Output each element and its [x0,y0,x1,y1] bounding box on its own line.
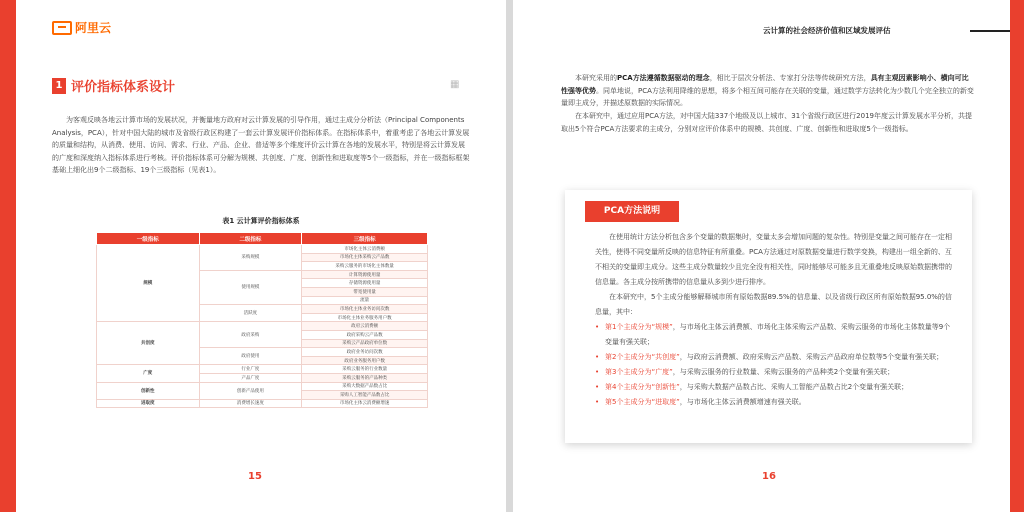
level3-cell: 市场化主体云消费额 [302,245,428,254]
component-item: • 第2个主成分为“共创度”，与政府云消费额、政府采购云产品数、采购云产品政府单位数等5个变量有强关联； [595,350,955,365]
level3-cell: 政府采购云产品数 [302,330,428,339]
level1-cell: 广度 [97,365,200,382]
level3-cell: 政府业务服务用户数 [302,356,428,365]
aliyun-logo-icon [52,21,72,35]
grid-decoration-icon: ▦ [450,79,460,90]
table-row [97,399,428,408]
level3-cell: 政府业务访问次数 [302,348,428,357]
component-item: • 第4个主成分为“创新性”，与采购大数据产品数占比、采购人工智能产品数占比2个变量有强关联； [595,380,955,395]
level2-cell: 行业广度 [199,365,302,374]
section-title: 评价指标体系设计 [71,80,176,95]
level3-cell: 采购人工智能产品数占比 [302,391,428,400]
aliyun-logo [52,19,111,36]
table-header-row [97,233,428,245]
page-number-right: 16 [762,471,776,482]
pca-explanation-card [565,190,972,443]
level2-cell: 政府使用 [199,348,302,365]
level3-cell: 采购大数据产品数占比 [302,382,428,391]
method-paragraph: 本研究采用的PCA方法遵循数据驱动的理念，相比于层次分析法、专家打分法等传统研究方法，具有主观因素影响小、横向可比性强等优势。同单地说，PCA方法利用降维的思想，将多个相互间可能存在关联的变量，通过数学方法转化为少数几个完全独立的新变量即主成分，并描述原数据的实际情况。 [561,74,974,108]
section-number: 1 [52,78,66,94]
level1-cell: 共创度 [97,322,200,365]
level2-cell: 产品广度 [199,373,302,382]
level2-cell: 活跃度 [199,305,302,322]
right-body [561,72,975,136]
card-paragraph-2: 在本研究中，5个主成分能够解释城市所有原始数据89.5%的信息量、以及省级行政区所有原始数据95.0%的信息量，其中： [595,293,952,316]
table-row [97,365,428,374]
table-row [97,382,428,391]
level1-cell: 进取度 [97,399,200,408]
level3-cell: 采购云服务的产品种类 [302,373,428,382]
level3-cell: 市场化主体业务服务用户数 [302,313,428,322]
section-heading [52,76,175,95]
level1-cell: 创新性 [97,382,200,399]
card-body [595,230,955,410]
left-edge-strip [0,0,16,512]
level2-cell: 政府采购 [199,322,302,348]
table-row [97,245,428,254]
level3-cell: 计算资源使用量 [302,270,428,279]
level3-cell: 市场化主体采购云产品数 [302,253,428,262]
right-edge-strip [1010,0,1024,512]
card-paragraph-1: 在使用统计方法分析包含多个变量的数据集时，变量太多会增加问题的复杂性。特别是变量之间可能存在一定相关性，使得不同变量所反映的信息特征有所重叠。PCA方法通过对原数据变量进行数学变换，构建出一组全新的、互不相关的变量即主成分。这些主成分数量较少且完全没有相关性，同时能够尽可能多且无重叠地反映原始数据携带的信息量。各主成分按所携带的信息量从多到少进行排序。 [595,233,952,286]
level3-cell: 流量 [302,296,428,305]
left-page [16,0,506,512]
level3-cell: 存储资源使用量 [302,279,428,288]
card-title: PCA方法说明 [585,201,679,222]
component-item: • 第5个主成分为“进取度”，与市场化主体云消费额增速有强关联。 [595,395,955,410]
logo-text: 阿里云 [75,21,112,35]
header-level2: 二级指标 [199,233,302,245]
component-item: • 第3个主成分为“广度”，与采购云服务的行业数量、采购云服务的产品种类2个变量有强关联； [595,365,955,380]
page-number-left: 15 [248,471,262,482]
level3-cell: 带宽使用量 [302,287,428,296]
level3-cell: 市场化主体业务访问次数 [302,305,428,314]
level3-cell: 采购云产品政府单位数 [302,339,428,348]
header-level1: 一级指标 [97,233,200,245]
level2-cell: 创新产品使用 [199,382,302,399]
level1-cell: 规模 [97,245,200,322]
level2-cell: 采购规模 [199,245,302,271]
indicator-table [96,232,428,408]
table-row [97,322,428,331]
level2-cell: 消费增长速度 [199,399,302,408]
intro-paragraph: 为客观反映各地云计算市场的发展状况，并衡量地方政府对云计算发展的引导作用，通过主成分分析法（Principal Components Analysis，PCA），针对中国大陆的城市及省级行政区构建了一套云计算发展评价指标体系。在指标体系中，着重考虑了各地云计算发展的质量和结构，从消费、使用、访问、需求、行业、产品、企业、普适等多个维度评价云计算在各地的发展水平，特别是将云计算发展的广度和深度纳入指标体系进行考核。评价指标体系可分解为规模、共创度、广度、创新性和进取度等5个一级指标，并在一级指标框架基础上细化出9个二级指标、19个三级指标（见表1）。 [52,116,470,174]
table-title: 表1 云计算评价指标体系 [222,217,300,225]
running-header: 云计算的社会经济价值和区域发展评估 [763,26,891,35]
scope-paragraph: 在本研究中，通过应用PCA方法，对中国大陆337个地级及以上城市、31个省级行政区进行2019年度云计算发展水平分析，共提取出5个符合PCA方法要求的主成分，分别对应评价体系中的规模、共创度、广度、创新性和进取度5个一级指标。 [561,112,972,133]
header-level3: 三级指标 [302,233,428,245]
level3-cell: 采购云服务的市场化主体数量 [302,262,428,271]
component-list [595,320,955,410]
level3-cell: 市场化主体云消费额增速 [302,399,428,408]
component-item: • 第1个主成分为“规模”，与市场化主体云消费额、市场化主体采购云产品数、采购云服务的市场化主体数量等9个变量有强关联； [595,320,955,350]
header-rule [970,30,1010,32]
level3-cell: 政府云消费额 [302,322,428,331]
level3-cell: 采购云服务的行业数量 [302,365,428,374]
level2-cell: 使用规模 [199,270,302,304]
right-page [513,0,1010,512]
